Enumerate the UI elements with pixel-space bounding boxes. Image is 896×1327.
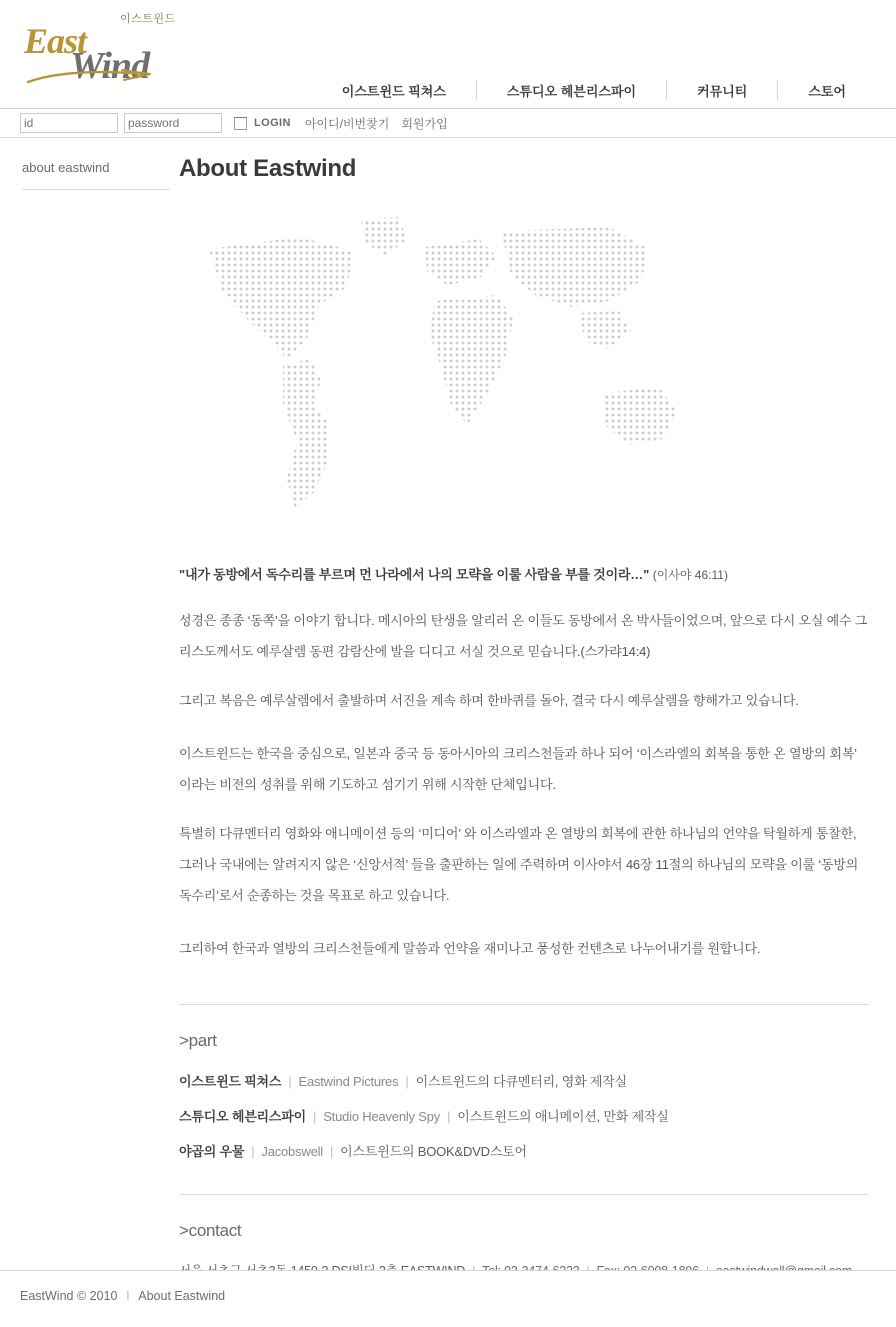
page-title: About Eastwind bbox=[179, 155, 357, 182]
scripture-verse bbox=[179, 564, 869, 583]
part-separator: | bbox=[329, 1144, 334, 1159]
part-description: 이스트윈드의 애니메이션, 만화 제작실 bbox=[457, 1109, 669, 1124]
footer-copyright: EastWind © 2010 bbox=[20, 1289, 118, 1303]
body-paragraph-3: 이스트윈드는 한국을 중심으로, 일본과 중국 등 동아시아의 크리스천들과 하나 되어 ‘이스라엘의 회복을 통한 온 열방의 회복’ 이라는 비전의 성취를 위해 기도하고 섬기기 위해 시작한 단체입니다. bbox=[179, 746, 857, 792]
main-content bbox=[179, 155, 869, 1279]
login-button[interactable]: LOGIN bbox=[254, 117, 291, 129]
world-map-graphic bbox=[179, 209, 869, 554]
part-description: 이스트윈드의 BOOK&DVD스토어 bbox=[340, 1144, 527, 1159]
part-separator: | bbox=[251, 1144, 255, 1159]
logo-east-text: East bbox=[24, 21, 87, 61]
logo-wind-text: Wind bbox=[70, 45, 150, 87]
footer-about-link[interactable]: About Eastwind bbox=[138, 1289, 226, 1303]
site-logo[interactable] bbox=[24, 8, 204, 87]
logo-swoosh-icon bbox=[26, 68, 166, 86]
part-separator: | bbox=[313, 1109, 317, 1124]
part-english-name: Eastwind Pictures bbox=[298, 1074, 399, 1089]
part-description: 이스트윈드의 다큐멘터리, 영화 제작실 bbox=[415, 1074, 627, 1089]
part-row-jacobswell bbox=[179, 1141, 869, 1160]
left-navigation bbox=[22, 160, 170, 190]
verse-reference: (이사야 46:11) bbox=[652, 568, 728, 582]
part-separator: | bbox=[447, 1109, 451, 1124]
section-divider-part bbox=[179, 1004, 869, 1005]
part-name[interactable]: 이스트윈드 픽쳐스 bbox=[179, 1074, 282, 1089]
primary-navigation bbox=[312, 80, 876, 100]
footer-content bbox=[0, 1271, 896, 1303]
login-bar bbox=[0, 109, 896, 138]
body-paragraph-5: 그리하여 한국과 열방의 크리스천들에게 말씀과 언약을 재미나고 풍성한 컨텐츠로 나누어내기를 원합니다. bbox=[179, 941, 761, 956]
nav-item-store[interactable]: 스토어 bbox=[808, 83, 846, 99]
part-separator: | bbox=[288, 1074, 292, 1089]
signup-link[interactable]: 회원가입 bbox=[401, 116, 448, 131]
find-id-password-link[interactable]: 아이디/비번찾기 bbox=[304, 116, 390, 131]
part-separator: | bbox=[405, 1074, 409, 1089]
part-section-heading: >part bbox=[179, 1031, 217, 1050]
sidebar-item-about-eastwind[interactable]: about eastwind bbox=[22, 160, 170, 190]
remember-me-checkbox[interactable] bbox=[234, 117, 247, 130]
contact-section-heading: >contact bbox=[179, 1221, 242, 1240]
nav-item-community[interactable]: 커뮤니티 bbox=[697, 83, 748, 99]
password-input[interactable] bbox=[124, 113, 222, 133]
part-english-name: Studio Heavenly Spy bbox=[323, 1109, 441, 1124]
verse-quote: "내가 동방에서 독수리를 부르며 먼 나라에서 나의 모략을 이룰 사람을 부를 것이라…" bbox=[179, 567, 650, 582]
part-name[interactable]: 야곱의 우물 bbox=[179, 1144, 245, 1159]
dotted-world-map-icon bbox=[179, 209, 719, 529]
nav-item-studio-heavenly-spy[interactable]: 스튜디오 헤븐리스파이 bbox=[506, 83, 637, 99]
body-paragraph-1: 성경은 종종 ‘동쪽’을 이야기 합니다. 메시아의 탄생을 알리러 온 이들도 동방에서 온 박사들이었으며, 앞으로 다시 오실 예수 그리스도께서도 예루살렘 동편 감람산에 발을 디디고 서실 것으로 믿습니다.(스가랴14:4) bbox=[179, 613, 868, 659]
part-row-eastwind-pictures bbox=[179, 1071, 869, 1090]
site-footer bbox=[0, 1270, 896, 1327]
section-divider-contact bbox=[179, 1194, 869, 1195]
body-paragraph-2: 그리고 복음은 예루살렘에서 출발하며 서진을 계속 하며 한바퀴를 돌아, 결국 다시 예루살렘을 향해가고 있습니다. bbox=[179, 693, 799, 708]
part-name[interactable]: 스튜디오 헤븐리스파이 bbox=[179, 1109, 306, 1124]
part-row-studio-heavenly-spy bbox=[179, 1106, 869, 1125]
footer-separator: l bbox=[126, 1289, 130, 1303]
part-english-name: Jacobswell bbox=[261, 1144, 323, 1159]
logo-korean-tag: 이스트윈드 bbox=[120, 13, 176, 25]
id-input[interactable] bbox=[20, 113, 118, 133]
site-header bbox=[0, 0, 896, 109]
nav-item-eastwind-pictures[interactable]: 이스트윈드 픽쳐스 bbox=[341, 83, 446, 99]
body-paragraph-4: 특별히 다큐멘터리 영화와 애니메이션 등의 ‘미디어’ 와 이스라엘과 온 열방의 회복에 관한 하나님의 언약을 탁월하게 통찰한, 그러나 국내에는 알려지지 않은 ‘신앙서적’ 들을 출판하는 일에 주력하며 이사야서 46장 11절의 하나님의 모략을 이룰 ‘동방의 독수리’로서 순종하는 것을 목표로 하고 있습니다. bbox=[179, 826, 859, 903]
